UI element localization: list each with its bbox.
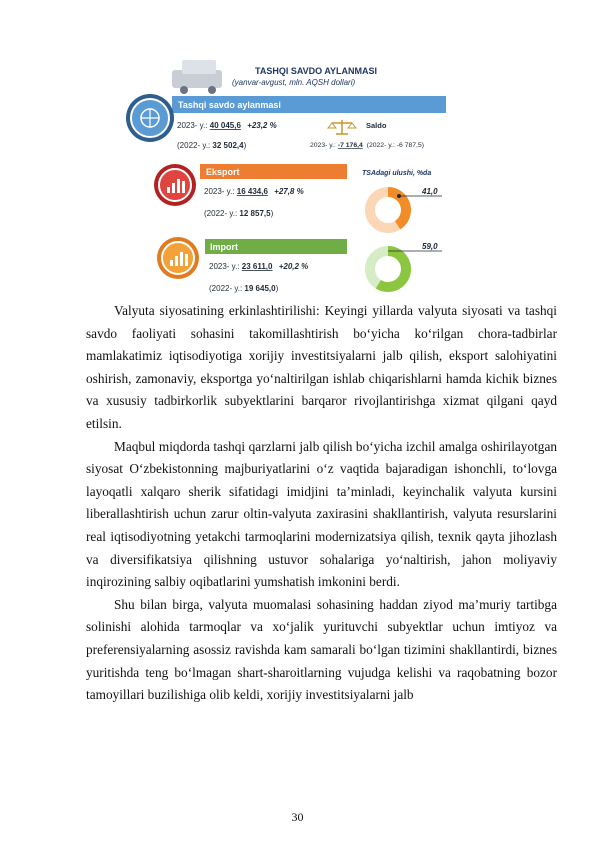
- trade-change: +23,2 %: [247, 121, 277, 130]
- import-prev: (2022- y.: 19 645,0): [209, 284, 279, 293]
- export-change: +27,8 %: [274, 187, 304, 196]
- import-current-value: 23 611,0: [241, 262, 273, 271]
- import-change: +20,2 %: [278, 262, 309, 271]
- export-current-value: 16 434,6: [236, 187, 268, 196]
- saldo-prev: (2022- y.: -6 787,5): [366, 142, 424, 149]
- export-share-arc: [388, 192, 406, 225]
- export-chart-icon: [154, 164, 196, 206]
- infographic-subtitle: (yanvar-avgust, mln. AQSH dollari): [232, 78, 356, 87]
- paragraph-2: Maqbul miqdorda tashqi qarzlarni jalb qilish bo‘yicha izchil amalga oshirilayotgan siyosat O‘zbekistonning majburiyatlarini o‘z vaqtida bajaradigan ishonchli, to‘lovga layoqatli xalqaro sherik sifatidagi imidjini ta’minladi, keyinchalik valyuta kursini liberallashtirish uchun zarur oltin-valyuta zaxirasini shakllantirish, valyuta resurslarini real iqtisodiyotning yetakchi tarmoqlarini modernizatsiya qilish, texnik qayta jihozlash va diversifikatsiya qilishning ustuvor sohalariga yo‘naltirish, jahon moliyaviy inqirozining salbiy oqibatlarini yumshatish imkonini berdi.: [86, 438, 557, 590]
- trade-infographic: [120, 48, 450, 296]
- export-label: Eksport: [206, 167, 240, 177]
- trade-prev: (2022- y.: 32 502,4): [177, 141, 247, 150]
- import-share-value: 59,0: [422, 242, 438, 251]
- saldo-values: 2023- y.: -7 176,4 (2022- y.: -6 787,5): [310, 142, 424, 149]
- paragraph-1: Valyuta siyosatining erkinlashtirilishi: Keyingi yillarda valyuta siyosati va tashqi savdo faoliyati sohasini takomillashtirish bo‘yicha ko‘rilgan chora-tadbirlar mamlakatimiz iqtisodiyotiga xorijiy investitsiyalarni jalb qilish, eksport salohiyatini oshirish, zamonaviy, eksportga yo‘naltirilgan ishlab chiqarishlarni hamda kichik biznes va xususiy tadbirkorlik subyektlarini barqaror rivojlantirishga xizmat qilgani qayd etilsin.: [86, 303, 557, 431]
- page-number: 30: [291, 810, 304, 824]
- saldo-label: Saldo: [366, 121, 387, 130]
- export-prev: (2022- y.: 12 857,5): [204, 209, 274, 218]
- trade-current: 2023- y.: 40 045,6 +23,2 %: [177, 121, 277, 130]
- scales-icon: [328, 120, 356, 134]
- header-truck-icon: [172, 60, 222, 94]
- globe-icon: [126, 94, 174, 142]
- paragraph-3: Shu bilan birga, valyuta muomalasi sohasining haddan ziyod ma’muriy tartibga solinishi alohida tarmoqlar va xo‘jalik yurituvchi subyektlar uchun imtiyoz va preferensiyalarning asossiz ravishda kam samarali bo‘lgan tizimini shakllantirdi, biznes yuritishda teng bo‘lmagan shart-sharoitlarning vujudga kelishi va raqobatning bozor tamoyillari buzilishiga olib keldi, xorijiy investitsiyalarni jalb: [86, 596, 557, 703]
- trade-label: Tashqi savdo aylanmasi: [178, 100, 281, 110]
- saldo-current-value: -7 176,4: [337, 142, 363, 149]
- share-label: TSAdagi ulushi, %da: [362, 170, 432, 177]
- export-share-donut: [370, 192, 406, 228]
- infographic-title: TASHQI SAVDO AYLANMASI: [255, 66, 378, 76]
- export-share-value: 41,0: [422, 187, 438, 196]
- export-current: 2023- y.: 16 434,6 +27,8 %: [204, 187, 304, 196]
- import-chart-icon: [157, 237, 199, 279]
- trade-current-value: 40 045,6: [209, 121, 241, 130]
- import-label: Import: [210, 242, 238, 252]
- body-text: [86, 300, 557, 707]
- import-share-donut: [370, 251, 406, 287]
- import-current: 2023- y.: 23 611,0 +20,2 %: [209, 262, 309, 271]
